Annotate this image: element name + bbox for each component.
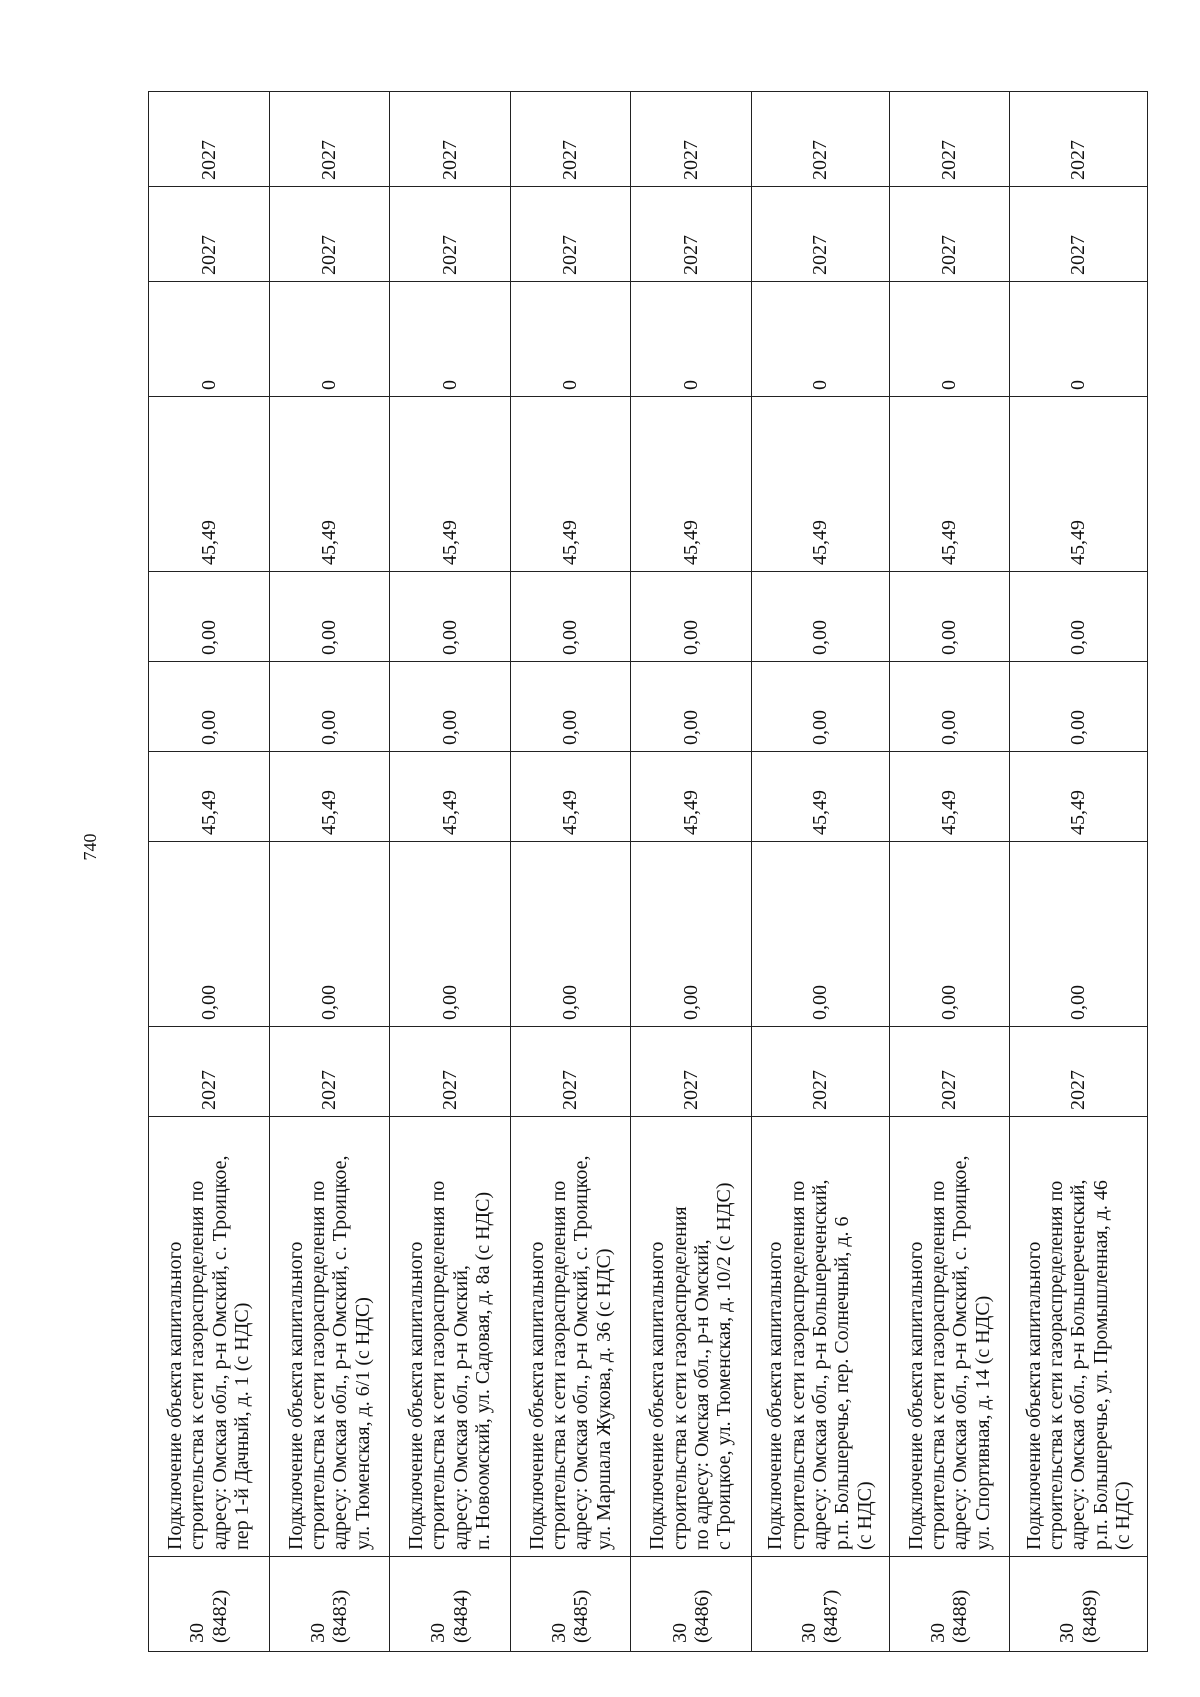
description-line: Подключение объекта капитального <box>163 1241 186 1550</box>
value-cell-3: 0,00 <box>510 662 631 752</box>
value-cell-2: 45,49 <box>631 752 752 842</box>
description-line: адресу: Омская обл., р-н Большереченский, <box>1067 1179 1090 1550</box>
description-cell <box>889 1117 1010 1557</box>
year-cell-3: 2027 <box>269 92 390 187</box>
value-cell-1: 0,00 <box>149 842 270 1027</box>
value-cell-5: 45,49 <box>889 397 1010 572</box>
value-cell-3: 0,00 <box>269 662 390 752</box>
description-line: адресу: Омская обл., р-н Омский, с. Троицкое, <box>570 1155 593 1550</box>
year-cell-2: 2027 <box>889 187 1010 282</box>
row-number-cell: 30 (8487) <box>751 1557 889 1652</box>
row-number-cell: 30 (8486) <box>631 1557 752 1652</box>
description-line: адресу: Омская обл., р-н Омский, с. Троицкое, <box>208 1155 231 1550</box>
row-number-cell: 30 (8483) <box>269 1557 390 1652</box>
description-line: адресу: Омская обл., р-н Омский, <box>449 1265 472 1550</box>
value-cell-6: 0 <box>149 282 270 397</box>
table-row <box>751 92 889 1652</box>
value-cell-4: 0,00 <box>1010 572 1148 662</box>
value-cell-4: 0,00 <box>889 572 1010 662</box>
description-cell <box>390 1117 511 1557</box>
value-cell-4: 0,00 <box>631 572 752 662</box>
value-cell-5: 45,49 <box>631 397 752 572</box>
table-row <box>1010 92 1148 1652</box>
description-line: по адресу: Омская обл., р-н Омский, <box>690 1239 713 1550</box>
value-cell-1: 0,00 <box>889 842 1010 1027</box>
value-cell-2: 45,49 <box>751 752 889 842</box>
value-cell-4: 0,00 <box>390 572 511 662</box>
value-cell-6: 0 <box>390 282 511 397</box>
year-cell-2: 2027 <box>1010 187 1148 282</box>
value-cell-6: 0 <box>751 282 889 397</box>
description-line: Подключение объекта капитального <box>284 1241 307 1550</box>
investment-table <box>148 91 1148 1652</box>
description-line: строительства к сети газораспределения по <box>1044 1180 1067 1550</box>
value-cell-4: 0,00 <box>269 572 390 662</box>
row-number-cell: 30 (8489) <box>1010 1557 1148 1652</box>
year-cell: 2027 <box>889 1027 1010 1117</box>
description-line: строительства к сети газораспределения по <box>186 1180 209 1550</box>
table-row <box>149 92 270 1652</box>
page-number: 740 <box>80 833 100 861</box>
description-line: адресу: Омская обл., р-н Большереченский, <box>808 1179 831 1550</box>
value-cell-2: 45,49 <box>149 752 270 842</box>
description-line: р.п. Большеречье, пер. Солнечный, д. 6 <box>831 1216 854 1550</box>
year-cell-3: 2027 <box>510 92 631 187</box>
value-cell-3: 0,00 <box>1010 662 1148 752</box>
value-cell-1: 0,00 <box>510 842 631 1027</box>
year-cell: 2027 <box>149 1027 270 1117</box>
description-line: Подключение объекта капитального <box>764 1241 787 1550</box>
value-cell-3: 0,00 <box>631 662 752 752</box>
year-cell-3: 2027 <box>1010 92 1148 187</box>
row-number-cell: 30 (8485) <box>510 1557 631 1652</box>
row-number-cell: 30 (8488) <box>889 1557 1010 1652</box>
value-cell-3: 0,00 <box>751 662 889 752</box>
description-cell <box>149 1117 270 1557</box>
year-cell: 2027 <box>631 1027 752 1117</box>
description-line: ул. Тюменская, д. 6/1 (с НДС) <box>351 1297 374 1550</box>
description-line: Подключение объекта капитального <box>904 1241 927 1550</box>
year-cell-3: 2027 <box>149 92 270 187</box>
description-line: Подключение объекта капитального <box>1022 1241 1045 1550</box>
year-cell-3: 2027 <box>751 92 889 187</box>
year-cell: 2027 <box>269 1027 390 1117</box>
description-line: строительства к сети газораспределения <box>668 1206 691 1550</box>
description-line: с Троицкое, ул. Тюменская, д. 10/2 (с НДС) <box>713 1182 736 1550</box>
description-line: адресу: Омская обл., р-н Омский, с. Троицкое, <box>949 1155 972 1550</box>
table-body <box>149 92 1148 1652</box>
value-cell-4: 0,00 <box>510 572 631 662</box>
year-cell: 2027 <box>390 1027 511 1117</box>
year-cell-2: 2027 <box>510 187 631 282</box>
value-cell-6: 0 <box>889 282 1010 397</box>
year-cell: 2027 <box>751 1027 889 1117</box>
value-cell-6: 0 <box>269 282 390 397</box>
year-cell-3: 2027 <box>889 92 1010 187</box>
value-cell-5: 45,49 <box>269 397 390 572</box>
value-cell-2: 45,49 <box>510 752 631 842</box>
description-line: Подключение объекта капитального <box>405 1241 428 1550</box>
year-cell-2: 2027 <box>390 187 511 282</box>
table-row <box>889 92 1010 1652</box>
year-cell: 2027 <box>510 1027 631 1117</box>
description-line: р.п. Большеречье, ул. Промышленная, д. 46 <box>1089 1180 1112 1550</box>
value-cell-1: 0,00 <box>269 842 390 1027</box>
value-cell-1: 0,00 <box>751 842 889 1027</box>
description-cell <box>510 1117 631 1557</box>
description-line: строительства к сети газораспределения по <box>306 1180 329 1550</box>
value-cell-6: 0 <box>1010 282 1148 397</box>
value-cell-3: 0,00 <box>390 662 511 752</box>
description-line: (с НДС) <box>853 1481 876 1550</box>
value-cell-4: 0,00 <box>751 572 889 662</box>
description-line: п. Новоомский, ул. Садовая, д. 8а (с НДС) <box>472 1191 495 1550</box>
value-cell-1: 0,00 <box>390 842 511 1027</box>
value-cell-5: 45,49 <box>390 397 511 572</box>
row-number-cell: 30 (8482) <box>149 1557 270 1652</box>
description-line: ул. Маршала Жукова, д. 36 (с НДС) <box>592 1248 615 1550</box>
description-line: строительства к сети газораспределения по <box>427 1180 450 1550</box>
description-line: строительства к сети газораспределения по <box>786 1180 809 1550</box>
value-cell-6: 0 <box>631 282 752 397</box>
value-cell-6: 0 <box>510 282 631 397</box>
year-cell-2: 2027 <box>149 187 270 282</box>
year-cell-3: 2027 <box>390 92 511 187</box>
year-cell-3: 2027 <box>631 92 752 187</box>
value-cell-1: 0,00 <box>631 842 752 1027</box>
year-cell-2: 2027 <box>269 187 390 282</box>
description-line: адресу: Омская обл., р-н Омский, с. Троицкое, <box>329 1155 352 1550</box>
value-cell-3: 0,00 <box>889 662 1010 752</box>
description-line: Подключение объекта капитального <box>646 1241 669 1550</box>
table-row <box>510 92 631 1652</box>
description-line: ул. Спортивная, д. 14 (с НДС) <box>971 1295 994 1550</box>
value-cell-3: 0,00 <box>149 662 270 752</box>
description-line: пер 1-й Дачный, д. 1 (с НДС) <box>231 1302 254 1550</box>
value-cell-2: 45,49 <box>889 752 1010 842</box>
value-cell-5: 45,49 <box>510 397 631 572</box>
description-line: строительства к сети газораспределения по <box>547 1180 570 1550</box>
table-row <box>269 92 390 1652</box>
row-number-cell: 30 (8484) <box>390 1557 511 1652</box>
description-line: строительства к сети газораспределения по <box>926 1180 949 1550</box>
description-cell <box>269 1117 390 1557</box>
table-row <box>631 92 752 1652</box>
value-cell-5: 45,49 <box>149 397 270 572</box>
description-line: (с НДС) <box>1112 1481 1135 1550</box>
description-line: Подключение объекта капитального <box>525 1241 548 1550</box>
value-cell-5: 45,49 <box>751 397 889 572</box>
year-cell-2: 2027 <box>631 187 752 282</box>
description-cell <box>751 1117 889 1557</box>
value-cell-2: 45,49 <box>269 752 390 842</box>
value-cell-5: 45,49 <box>1010 397 1148 572</box>
year-cell: 2027 <box>1010 1027 1148 1117</box>
value-cell-1: 0,00 <box>1010 842 1148 1027</box>
value-cell-2: 45,49 <box>1010 752 1148 842</box>
value-cell-4: 0,00 <box>149 572 270 662</box>
year-cell-2: 2027 <box>751 187 889 282</box>
table-row <box>390 92 511 1652</box>
value-cell-2: 45,49 <box>390 752 511 842</box>
description-cell <box>631 1117 752 1557</box>
description-cell <box>1010 1117 1148 1557</box>
